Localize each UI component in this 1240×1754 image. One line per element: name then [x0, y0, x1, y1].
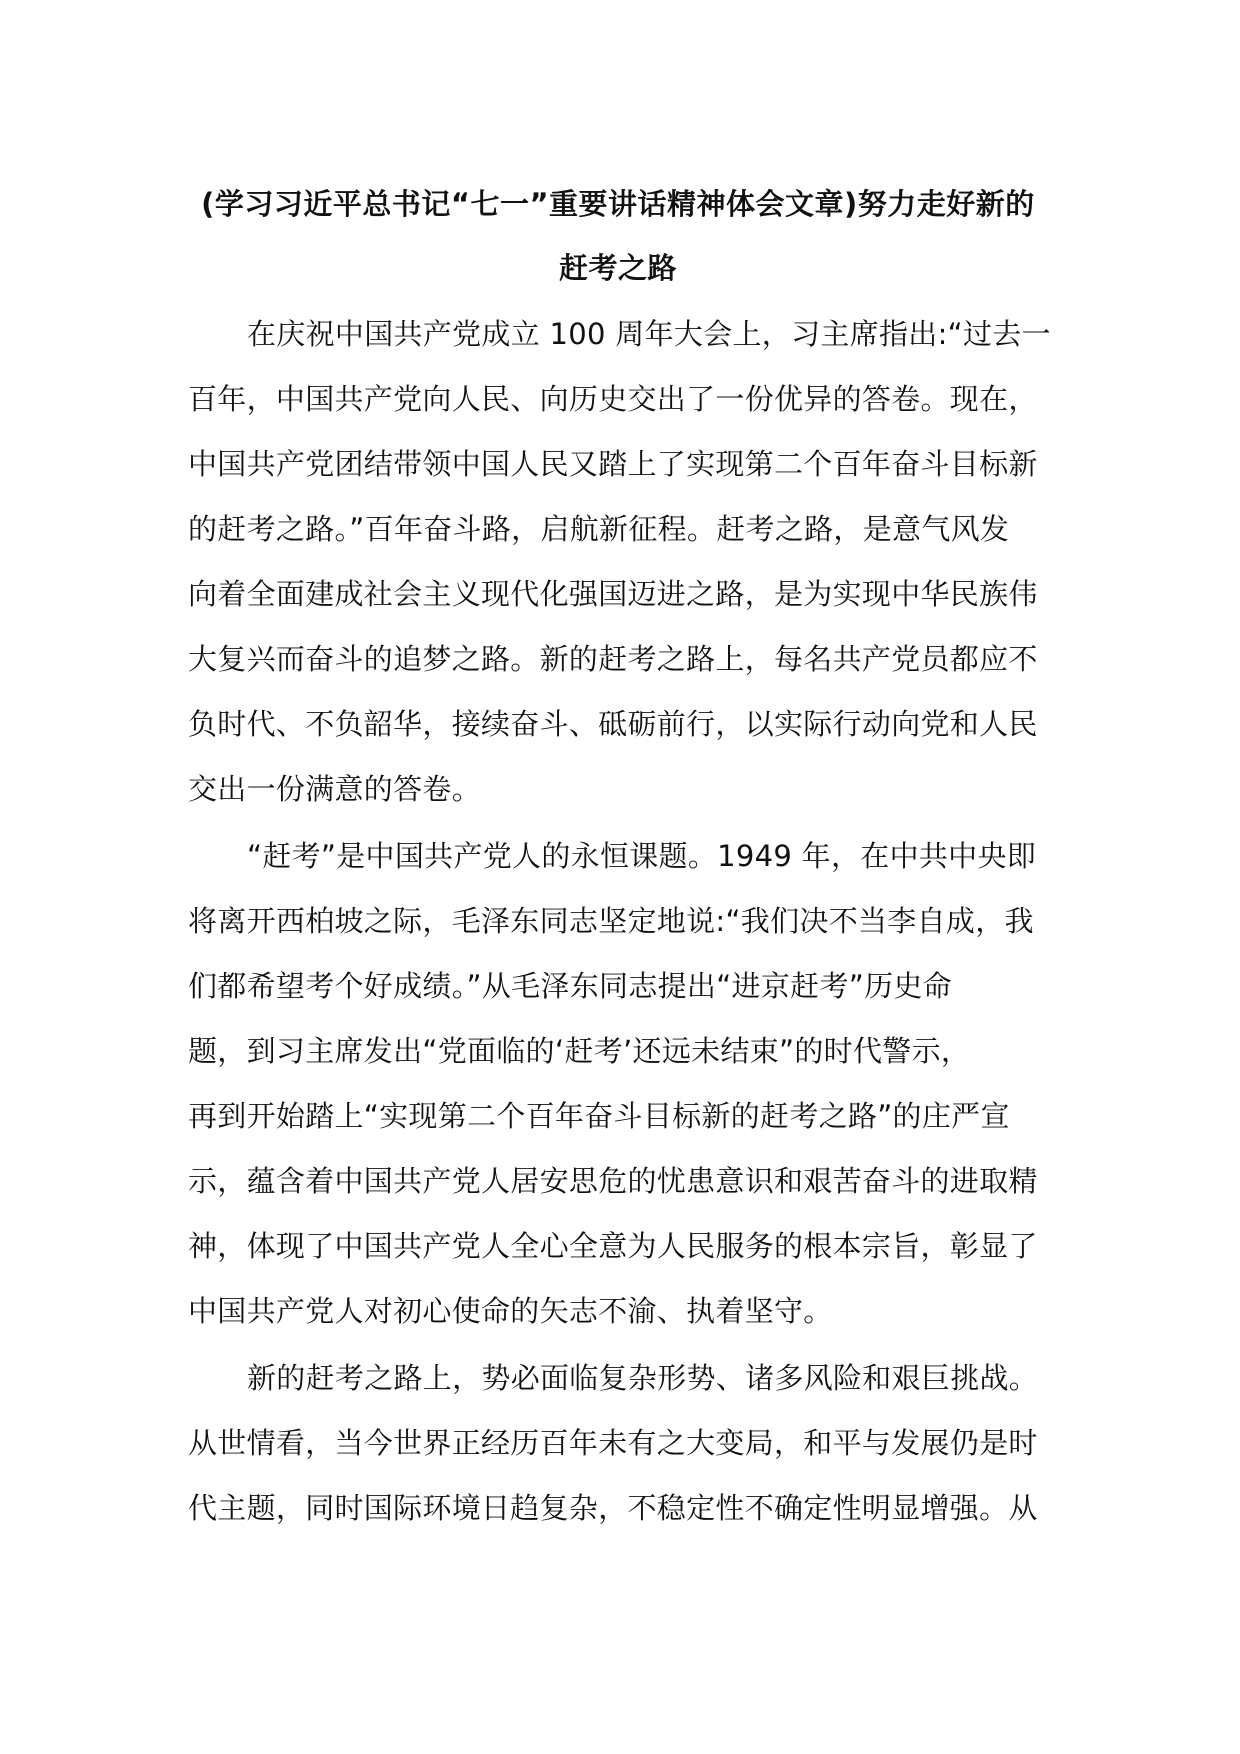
paragraph-line: 新的赶考之路上，势必面临复杂形势、诸多风险和艰巨挑战。 [247, 1361, 1039, 1395]
paragraph-line: 再到开始踏上“实现第二个百年奋斗目标新的赶考之路”的庄严宣 [188, 1099, 1010, 1133]
document-body [188, 172, 1051, 1543]
document-title [188, 172, 1048, 300]
paragraph-line: 百年，中国共产党向人民、向历史交出了一份优异的答卷。现在， [188, 382, 1038, 416]
paragraph-line: “赶考”是中国共产党人的永恒课题。1949 年，在中共中央即 [247, 839, 1037, 873]
paragraph-line: 题，到习主席发出“党面临的‘赶考’还远未结束”的时代警示， [188, 1034, 971, 1068]
paragraph-line: 的赶考之路。”百年奋斗路，启航新征程。赶考之路，是意气风发 [188, 512, 1010, 546]
paragraph-line: 从世情看，当今世界正经历百年未有之大变局，和平与发展仍是时 [188, 1426, 1038, 1460]
paragraph-line: 中国共产党人对初心使命的矢志不渝、执着坚守。 [188, 1294, 833, 1328]
title-line: 赶考之路 [558, 251, 677, 285]
title-line: (学习习近平总书记“七一”重要讲话精神体会文章)努力走好新的 [201, 187, 1035, 221]
paragraph [188, 1346, 1048, 1541]
paragraph-line: 交出一份满意的答卷。 [188, 772, 482, 806]
paragraph-line: 大复兴而奋斗的追梦之路。新的赶考之路上，每名共产党员都应不 [188, 642, 1038, 676]
paragraph [188, 824, 1048, 1344]
paragraph [188, 302, 1051, 822]
paragraph-line: 们都希望考个好成绩。”从毛泽东同志提出“进京赶考”历史命 [188, 969, 952, 1003]
paragraph-line: 向着全面建成社会主义现代化强国迈进之路，是为实现中华民族伟 [188, 577, 1038, 611]
paragraph-line: 代主题，同时国际环境日趋复杂，不稳定性不确定性明显增强。从 [188, 1491, 1038, 1525]
paragraph-line: 神，体现了中国共产党人全心全意为人民服务的根本宗旨，彰显了 [188, 1229, 1038, 1263]
paragraph-line: 示，蕴含着中国共产党人居安思危的忧患意识和艰苦奋斗的进取精 [188, 1164, 1038, 1198]
paragraph-line: 在庆祝中国共产党成立 100 周年大会上，习主席指出:“过去一 [247, 317, 1051, 351]
paragraph-line: 负时代、不负韶华，接续奋斗、砥砺前行，以实际行动向党和人民 [188, 707, 1038, 741]
paragraph-line: 中国共产党团结带领中国人民又踏上了实现第二个百年奋斗目标新 [188, 447, 1038, 481]
paragraph-line: 将离开西柏坡之际，毛泽东同志坚定地说:“我们决不当李自成，我 [188, 904, 1034, 938]
